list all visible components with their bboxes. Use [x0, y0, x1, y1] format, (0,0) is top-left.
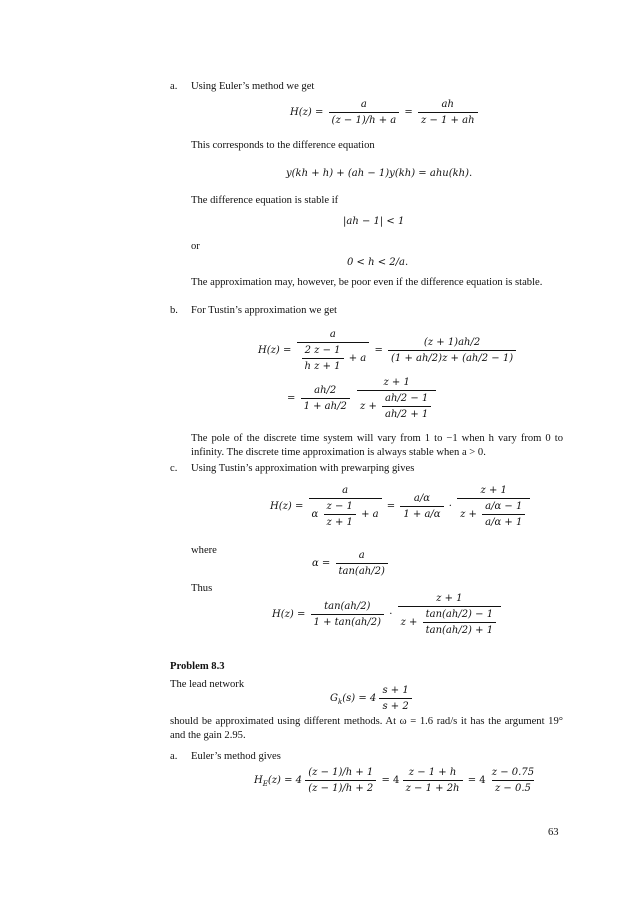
euler-lead-equation: [254, 766, 539, 795]
frac-num: a: [358, 550, 365, 561]
lead-network-text: The lead network: [170, 679, 245, 690]
inner-num: 2 z − 1: [304, 345, 341, 356]
inner-den: z + 1: [324, 514, 356, 529]
frac-den: 1 + tan(ah/2): [311, 614, 384, 629]
difference-equation: y(kh + h) + (ah − 1)y(kh) = ahu(kh).: [286, 168, 473, 179]
eq-lhs: H(z) =: [270, 501, 304, 512]
frac-den: z − 1 + ah: [418, 112, 478, 127]
frac-num: a: [360, 99, 367, 110]
item-marker-a2: a.: [170, 751, 178, 762]
eq-sign: =: [374, 345, 383, 356]
frac-num: a: [342, 485, 349, 496]
pole-note: The pole of the discrete time system will vary from 1 to −1 when h vary from 0 to infinity. The discrete time approximation is always stable when a > 0.: [191, 433, 563, 458]
tustin-transfer-equation: [258, 328, 518, 373]
frac-num: ah/2: [314, 385, 337, 396]
alpha-equation: [312, 549, 390, 578]
den-z: z +: [400, 617, 418, 628]
part-c-intro: Using Tustin’s approximation with prewarping gives: [191, 463, 415, 474]
eq-sign: =: [386, 501, 396, 512]
frac-num: ah: [441, 99, 454, 110]
h-subscript: E: [262, 780, 268, 788]
frac-den: (1 + ah/2)z + (ah/2 − 1): [388, 350, 516, 365]
dot: ·: [448, 501, 452, 512]
page-number: 63: [548, 827, 559, 838]
tan-transfer-equation: [272, 592, 503, 637]
problem-heading: Problem 8.3: [170, 661, 225, 672]
prewarp-transfer-equation: [270, 484, 532, 529]
den-z: z +: [360, 401, 377, 412]
frac-num: a/α: [413, 493, 430, 504]
item-marker-a: a.: [170, 81, 178, 92]
eq-sign: = 4: [381, 775, 400, 786]
euler-intro: Euler’s method gives: [191, 751, 281, 762]
stability-condition: |ah − 1| < 1: [343, 216, 405, 227]
frac-num: z − 1 + h: [408, 767, 457, 778]
frac-den: (z − 1)/h + a: [329, 112, 400, 127]
inner-den: ah/2 + 1: [382, 406, 431, 421]
part-a-intro: Using Euler’s method we get: [191, 81, 315, 92]
eq-lhs: α =: [312, 558, 331, 569]
item-marker-b: b.: [170, 305, 178, 316]
or-text: or: [191, 241, 200, 252]
den-z: z +: [460, 509, 477, 520]
g-argument: (s) = 4: [342, 693, 377, 704]
eq-sign: =: [287, 393, 296, 404]
tustin-factored-equation: [287, 376, 438, 421]
frac-num: s + 1: [382, 685, 409, 696]
frac-num: a: [329, 329, 336, 340]
frac-den: z − 0.5: [492, 780, 534, 795]
eq-lhs: H(z) =: [272, 609, 306, 620]
inner-num: a/α − 1: [485, 501, 523, 512]
euler-transfer-equation: [290, 98, 480, 127]
frac-den: (z − 1)/h + 2: [305, 780, 376, 795]
frac-den: tan(ah/2): [336, 563, 388, 578]
frac-den: 1 + ah/2: [301, 398, 350, 413]
eq-lhs: H(z) =: [258, 345, 292, 356]
thus-text: Thus: [191, 583, 213, 594]
frac-num: z − 0.75: [491, 767, 535, 778]
approximation-text: should be approximated using different methods. At ω = 1.6 rad/s it has the argument 19° and the gain 2.95.: [170, 716, 563, 741]
inner-den: tan(ah/2) + 1: [423, 622, 496, 637]
stable-if-text: The difference equation is stable if: [191, 195, 339, 206]
frac-den: s + 2: [379, 698, 411, 713]
alpha: α: [311, 509, 319, 520]
approximation-note: The approximation may, however, be poor even if the difference equation is stable.: [191, 277, 543, 288]
eq-sign: = 4: [467, 775, 486, 786]
g-subscript: k: [338, 698, 343, 706]
inner-den: h z + 1: [302, 358, 344, 373]
h-symbol: H: [254, 775, 263, 786]
frac-num: (z + 1)ah/2: [423, 337, 481, 348]
h-argument: (z) = 4: [267, 775, 303, 786]
step-condition: 0 < h < 2/a.: [347, 257, 409, 268]
frac-den: 1 + a/α: [400, 506, 443, 521]
inner-den: a/α + 1: [482, 514, 525, 529]
dot: ·: [389, 609, 393, 620]
inner-num: ah/2 − 1: [385, 393, 429, 404]
corresponds-text: This corresponds to the difference equation: [191, 140, 375, 151]
part-b-intro: For Tustin’s approximation we get: [191, 305, 337, 316]
inner-num: z − 1: [326, 501, 353, 512]
frac-den: z − 1 + 2h: [403, 780, 463, 795]
eq-sign: =: [404, 107, 413, 118]
frac-num: z + 1: [436, 593, 463, 604]
item-marker-c: c.: [170, 463, 178, 474]
inner-num: tan(ah/2) − 1: [425, 609, 494, 620]
plus-a: + a: [361, 509, 379, 520]
eq-lhs: H(z) =: [290, 107, 324, 118]
g-symbol: G: [330, 693, 338, 704]
frac-num: z + 1: [383, 377, 410, 388]
frac-num: tan(ah/2): [324, 601, 371, 612]
where-text: where: [191, 545, 217, 556]
plus-a: + a: [348, 353, 367, 364]
lead-network-equation: [330, 684, 414, 713]
frac-num: z + 1: [480, 485, 507, 496]
frac-num: (z − 1)/h + 1: [308, 767, 374, 778]
